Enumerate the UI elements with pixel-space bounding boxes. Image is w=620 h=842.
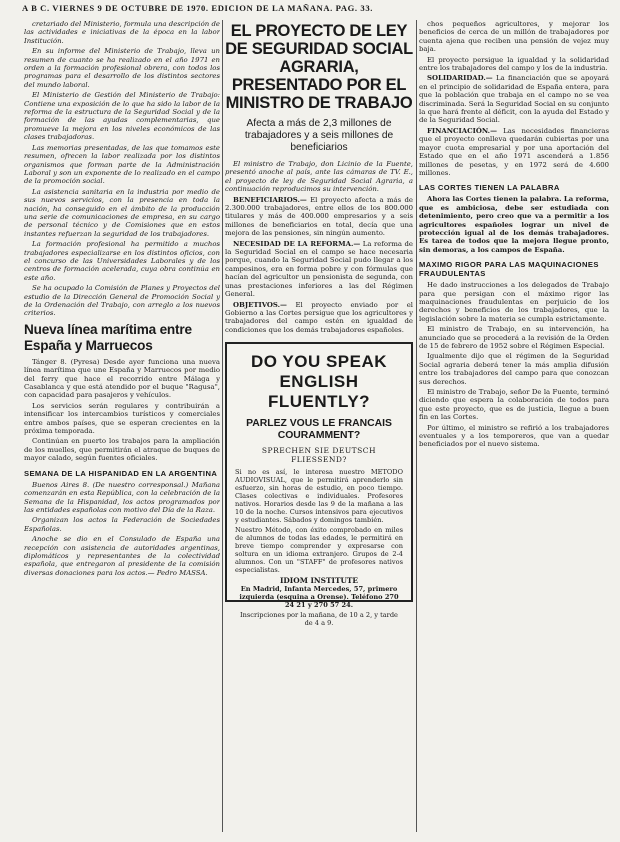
- page-header: A B C. VIERNES 9 DE OCTUBRE DE 1970. EDICION DE LA MAÑANA. PAG. 33.: [22, 3, 373, 13]
- section-keyword: FINANCIACIÓN.—: [427, 126, 497, 135]
- paragraph-cortes: Ahora las Cortes tienen la palabra. La reforma, que es ambiciosa, debe ser estudiada con detenimiento, pero creo que va a permitir a los agricultores españoles lograr un nivel de protección igual al de los demás trabajadores. Es tarea de todos que la mejora llegue pronto, sin demoras, a los campos de España.: [419, 195, 609, 254]
- ad-address-line: En Madrid, Infanta Mercedes, 57, primero izquierda (esquina a Orense). Teléfono 270 24 21 y 270 57 24.: [239, 585, 399, 610]
- ad-address: [235, 585, 403, 627]
- column-center: [225, 20, 413, 828]
- ad-title: DO YOU SPEAK ENGLISH FLUENTLY?: [250, 352, 388, 412]
- paragraph: El Ministerio de Gestión del Ministerio de Trabajo: Contiene una exposición de lo que ha sido la labor de la reforma de la estructura de la Seguridad Social y de la formación de las ayudas complementarias, que promueve la mejora en los niveles económicos de las clases trabajadoras.: [24, 91, 220, 142]
- ad-paragraph: Nuestro Método, con éxito comprobado en miles de alumnos de todas las edades, le permitirá en breve tiempo comprender y expresarse con soltura en un idioma extranjero. Grupos de 2-4 alumnos. Con un "STAFF" de profesores nativos especialistas.: [235, 526, 403, 575]
- paragraph: Buenos Aires 8. (De nuestro corresponsal.) Mañana comenzarán en esta República, con la celebración de la Semana de la Hispanidad, los actos programados por las entidades españolas con motivo del Día de la Raza.: [24, 480, 220, 514]
- section-paragraph: [419, 127, 609, 177]
- section-paragraph: [225, 240, 413, 299]
- headline-cortes: LAS CORTES TIENEN LA PALABRA: [419, 183, 560, 193]
- section-keyword: SOLIDARIDAD.—: [427, 74, 493, 83]
- column-right: [419, 20, 609, 828]
- column-left: [24, 20, 220, 828]
- paragraph: Igualmente dijo que el régimen de la Seguridad Social agraria deberá tener la más amplia difusión entre los trabajadores del campo para que conozcan sus derechos.: [419, 352, 609, 386]
- paragraph: Organizan los actos la Federación de Sociedades Españolas.: [24, 516, 220, 533]
- paragraph: La asistencia sanitaria en la industria por medio de sus nuevos servicios, con la presencia en toda la nación, ha conseguido en el ámbito de la producción una serie de comunicaciones de empresa, en su cargo de personal técnico y de Comisiones que en estos instantes refuerzan la seguridad de los trabajadores.: [24, 187, 220, 238]
- column-divider: [416, 20, 417, 832]
- section-paragraph: [225, 196, 413, 238]
- paragraph: Los servicios serán regulares y contribuirán a intensificar los intercambios turísticos y comerciales entre ambos países, que se esperan crecientes en la próxima temporada.: [24, 401, 220, 436]
- column-divider: [222, 20, 223, 832]
- paragraph: El ministro de Trabajo, señor De la Fuente, terminó diciendo que espera la colaboración de todos para que este proyecto, que es de justicia, llegue a buen fin en las Cortes.: [419, 388, 609, 422]
- paragraph: Tánger 8. (Pyresa) Desde ayer funciona una nueva línea marítima que une España y Marruecos por medio del ferry que hace el recorrido entre Málaga y Casablanca y que está atendido por el buque "Ragusa", con capacidad para pasajeros y vehículos.: [24, 357, 220, 400]
- ad-subtitle-german: SPRECHEN SIE DEUTSCH FLIESSEND?: [261, 446, 377, 465]
- language-school-advertisement: [225, 342, 413, 628]
- headline-hispanidad: SEMANA DE LA HISPANIDAD EN LA ARGENTINA: [24, 468, 218, 478]
- ad-body: [235, 468, 403, 574]
- paragraph: El ministro de Trabajo, en su intervención, ha anunciado que se procederá a la revisión de la Orden de 15 de febrero de 1952 sobre el Régimen Especial.: [419, 325, 609, 350]
- paragraph: Por último, el ministro se refirió a los trabajadores eventuales y a los temporeros, que van a quedar beneficiados por el nuevo sistema.: [419, 423, 609, 449]
- paragraph: chos pequeños agricultores, y mejorar los beneficios de cerca de un millón de trabajadores por cuenta ajena que reciben una pensión de vejez muy baja.: [419, 20, 609, 54]
- section-keyword: NECESIDAD DE LA REFORMA.—: [233, 239, 361, 248]
- lead-paragraph: El ministro de Trabajo, don Licinio de la Fuente, presentó anoche al país, ante las cámaras de TV. E., el proyecto de ley de Seguridad Social Agraria, a continuación reproducimos su intervención.: [225, 160, 413, 194]
- section-keyword: BENEFICIARIOS.—: [233, 195, 307, 204]
- section-keyword: OBJETIVOS.—: [233, 300, 287, 309]
- ad-closing-line: Inscripciones por la mañana, de 10 a 2, y tarde de 4 a 9.: [240, 611, 398, 628]
- ad-subtitle-french: PARLEZ VOUS LE FRANCAIS COURAMMENT?: [246, 418, 392, 442]
- paragraph: Continúan en puerto los trabajos para la ampliación de los muelles, que permitirán el atraque de buques de mayor calado, según fuentes oficiales.: [24, 437, 220, 463]
- section-text: El proyecto afecta a más de 2.300.000 trabajadores, entre ellos de los 800.000 titulares y más de 400.000 empresarios y a seis millones de beneficiarios en total, decía que una mejora de las pensiones, sin ningún aumento.: [225, 195, 413, 238]
- paragraph: La formación profesional ha permitido a muchos trabajadores especializarse en los distintos oficios, con el concurso de las Universidades Laborales y de los centros de formación acelerada, cuya obra continúa en este año.: [24, 240, 220, 282]
- section-paragraph: [225, 301, 413, 335]
- paragraph: He dado instrucciones a los delegados de Trabajo para que persigan con el máximo rigor las maquinaciones fraudulentas en perjuicio de los derechos y beneficios de los trabajadores, que la legislación sobre la materia se cumpla estrictamente.: [419, 281, 609, 323]
- subheadline: Afecta a más de 2,3 millones de trabajadores y a seis millones de beneficiarios: [244, 118, 394, 153]
- paragraph: En su informe del Ministerio de Trabajo, lleva un resumen de cuanto se ha realizado en el año 1971 en orden a la formación profesional obrera, con todos los programas para el desarrollo de los distintos sectores del mundo laboral.: [24, 47, 220, 89]
- section-text: El proyecto enviado por el Gobierno a las Cortes persigue que los agricultores y trabajadores del campo estén en igualdad de condiciones que los demás trabajadores españoles.: [225, 300, 413, 334]
- section-text: La reforma de la Seguridad Social en el campo se hace necesaria porque, cuando la Seguridad Social pudo llegar a los campesinos, era en forma pobre y con fórmulas que hacían del agricultor un pensionista de segunda, con unas prestaciones inferiores a las del Régimen General.: [225, 239, 413, 299]
- paragraph: Anoche se dio en el Consulado de España una recepción con asistencia de autoridades argentinas, diplomáticos y representantes de la colectividad española, que entregaron al presidente de la comisión diversas donaciones para los actos.— Pedro MASSA.: [24, 535, 220, 577]
- headline-maximo-rigor: MAXIMO RIGOR PARA LAS MAQUINACIONES FRAUDULENTAS: [419, 260, 599, 279]
- ad-paragraph: Si no es así, le interesa nuestro METODO AUDIOVISUAL, que le permitirá aprenderlo sin esfuerzo, sin horas de estudio, en poco tiempo. Clases colectivas e individuales. Profesores nativos. Horarios desde las 9 de la mañana a las 10 de la noche. Cursos intensivos para ejecutivos y estudiantes. Sábados y domingos también.: [235, 468, 403, 525]
- paragraph: Las memorias presentadas, de las que tomamos este resumen, ofrecen la labor realizada por los distintos organismos que forman parte de la Administración Laboral y son un exponente de lo realizado en el campo de la promoción social.: [24, 143, 220, 186]
- section-text: Las necesidades financieras que el proyecto conlleva quedarán cubiertas por una mayor cuota empresarial y por una aportación del Estado que en el año 1971 ascenderá a 1.856 millones de pesetas, y en 1972 será de 4.600 millones.: [419, 126, 609, 177]
- article-hispanidad: [24, 481, 220, 577]
- section-text: La financiación que se apoyará en el principio de solidaridad de España entera, para que la población que trabaja en el campo no se vea discriminada. Será la Seguridad Social en su conjunto la que hará frente al déficit, con la ayuda del Estado y de la Seguridad Social.: [419, 74, 609, 125]
- section-paragraph: [419, 74, 609, 124]
- paragraph: El proyecto persigue la igualdad y la solidaridad entre los trabajadores del campo y los de la industria.: [419, 55, 609, 73]
- headline-seguridad-social: EL PROYECTO DE LEY DE SEGURIDAD SOCIAL AGRARIA, PRESENTADO POR EL MINISTRO DE TRABAJO: [225, 22, 413, 112]
- paragraph: Se ha ocupado la Comisión de Planes y Proyectos del estudio de la Dirección General de Promoción Social y de la Ordenación del Trabajo, con arreglo a los nuevos criterios.: [24, 284, 220, 318]
- paragraph: cretariado del Ministerio, formula una descripción de las actividades e iniciativas de la época en la labor Institución.: [24, 20, 220, 45]
- ad-institute-name: IDIOM INSTITUTE: [279, 576, 359, 586]
- headline-maritime-line: Nueva línea marítima entre España y Marruecos: [24, 321, 192, 353]
- intro-article: [24, 20, 220, 318]
- article-maritime: [24, 358, 220, 463]
